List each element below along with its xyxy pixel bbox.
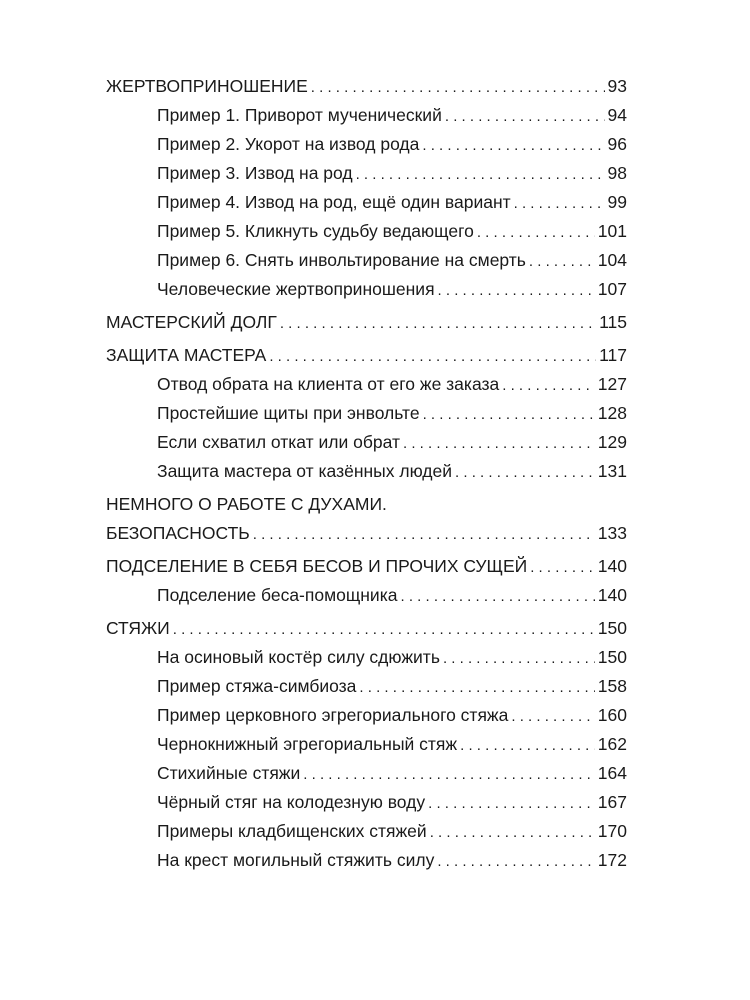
toc-entry[interactable] xyxy=(106,614,627,643)
toc-page-number: 93 xyxy=(607,76,627,96)
toc-entry-title: Пример 3. Извод на род xyxy=(157,163,353,183)
toc-page-number: 150 xyxy=(597,647,627,667)
toc-entry[interactable] xyxy=(106,275,627,304)
toc-page-number: 140 xyxy=(597,556,627,576)
toc-entry-title: Пример церковного эгрегориального стяжа xyxy=(157,705,509,725)
toc-leader-dots xyxy=(280,309,596,338)
toc-entry[interactable] xyxy=(106,457,627,486)
toc-entry[interactable] xyxy=(106,730,627,759)
toc-entry[interactable] xyxy=(106,701,627,730)
toc-leader-dots xyxy=(445,102,605,131)
toc-entry[interactable] xyxy=(106,72,627,101)
toc-page-number: 101 xyxy=(597,221,627,241)
toc-page-number: 94 xyxy=(607,105,627,125)
toc-leader-dots xyxy=(428,789,595,818)
toc-page-number: 99 xyxy=(607,192,627,212)
toc-entry-title: Пример стяжа-симбиоза xyxy=(157,676,357,696)
toc-entry-title: ЖЕРТВОПРИНОШЕНИЕ xyxy=(106,76,308,96)
toc-leader-dots xyxy=(455,458,595,487)
toc-page-number: 140 xyxy=(597,585,627,605)
toc-entry[interactable] xyxy=(106,552,627,581)
toc-entry-title: БЕЗОПАСНОСТЬ xyxy=(106,523,250,543)
toc-entry[interactable] xyxy=(106,341,627,370)
toc-leader-dots xyxy=(253,520,595,549)
toc-leader-dots xyxy=(437,847,594,876)
toc-entry[interactable] xyxy=(106,490,627,548)
toc-entry[interactable] xyxy=(106,130,627,159)
toc-entry[interactable] xyxy=(106,846,627,875)
toc-leader-dots xyxy=(403,429,595,458)
toc-page-number: 133 xyxy=(597,523,627,543)
toc-entry[interactable] xyxy=(106,217,627,246)
toc-leader-dots xyxy=(511,702,594,731)
toc-entry-title: Подселение беса-помощника xyxy=(157,585,398,605)
toc-entry-title: На осиновый костёр силу сдюжить xyxy=(157,647,440,667)
toc-entry-title: Защита мастера от казённых людей xyxy=(157,461,453,481)
toc-entry-title: Пример 2. Укорот на извод рода xyxy=(157,134,420,154)
toc-entry[interactable] xyxy=(106,759,627,788)
toc-entry-title: Стихийные стяжи xyxy=(157,763,301,783)
toc-leader-dots xyxy=(356,160,605,189)
toc-page-number: 127 xyxy=(597,374,627,394)
toc-page-number: 131 xyxy=(597,461,627,481)
toc-entry-title: Человеческие жертвоприношения xyxy=(157,279,435,299)
toc-leader-dots xyxy=(422,131,604,160)
toc-entry-title: Пример 5. Кликнуть судьбу ведающего xyxy=(157,221,474,241)
toc-leader-dots xyxy=(423,400,595,429)
toc-entry-title: Пример 4. Извод на род, ещё один вариант xyxy=(157,192,511,212)
toc-leader-dots xyxy=(173,615,595,644)
toc-leader-dots xyxy=(514,189,605,218)
toc-page-number: 107 xyxy=(597,279,627,299)
toc-entry[interactable] xyxy=(106,101,627,130)
toc-leader-dots xyxy=(359,673,594,702)
toc-leader-dots xyxy=(530,553,595,582)
toc-page-number: 96 xyxy=(607,134,627,154)
toc-entry-title: ПОДСЕЛЕНИЕ В СЕБЯ БЕСОВ И ПРОЧИХ СУЩЕЙ xyxy=(106,556,528,576)
toc-leader-dots xyxy=(529,247,595,276)
toc-page-number: 115 xyxy=(599,312,627,332)
toc-entry-title: Отвод обрата на клиента от его же заказа xyxy=(157,374,500,394)
toc-entry[interactable] xyxy=(106,672,627,701)
toc-entry[interactable] xyxy=(106,643,627,672)
toc-page-number: 167 xyxy=(597,792,627,812)
toc-leader-dots xyxy=(438,276,595,305)
toc-page-number: 170 xyxy=(597,821,627,841)
toc-entry[interactable] xyxy=(106,428,627,457)
toc-entry-title: Пример 6. Снять инвольтирование на смерть xyxy=(157,250,526,270)
toc-page-number: 104 xyxy=(597,250,627,270)
toc-leader-dots xyxy=(430,818,595,847)
toc-page-number: 150 xyxy=(597,618,627,638)
toc-entry-title: Простейшие щиты при энвольте xyxy=(157,403,420,423)
toc-entry[interactable] xyxy=(106,188,627,217)
table-of-contents xyxy=(106,72,627,875)
toc-entry-title: Чёрный стяг на колодезную воду xyxy=(157,792,426,812)
toc-entry-title: Примеры кладбищенских стяжей xyxy=(157,821,427,841)
toc-page-number: 164 xyxy=(597,763,627,783)
toc-leader-dots xyxy=(303,760,595,789)
toc-entry-title: Если схватил откат или обрат xyxy=(157,432,400,452)
toc-leader-dots xyxy=(400,582,594,611)
toc-entry[interactable] xyxy=(106,399,627,428)
toc-leader-dots xyxy=(502,371,595,400)
toc-page-number: 162 xyxy=(597,734,627,754)
toc-leader-dots xyxy=(477,218,595,247)
toc-page-number: 98 xyxy=(607,163,627,183)
toc-leader-dots xyxy=(460,731,595,760)
toc-entry[interactable] xyxy=(106,788,627,817)
toc-leader-dots xyxy=(311,73,605,102)
toc-entry[interactable] xyxy=(106,308,627,337)
toc-entry-title-line1: НЕМНОГО О РАБОТЕ С ДУХАМИ. xyxy=(106,494,387,514)
toc-entry[interactable] xyxy=(106,370,627,399)
toc-page-number: 172 xyxy=(597,850,627,870)
toc-page-number: 117 xyxy=(599,345,627,365)
toc-entry-title: МАСТЕРСКИЙ ДОЛГ xyxy=(106,312,277,332)
toc-entry[interactable] xyxy=(106,817,627,846)
toc-page-number: 160 xyxy=(597,705,627,725)
toc-leader-dots xyxy=(443,644,595,673)
toc-entry[interactable] xyxy=(106,581,627,610)
toc-entry-title: На крест могильный стяжить силу xyxy=(157,850,435,870)
toc-entry-last-line xyxy=(106,519,627,548)
toc-entry[interactable] xyxy=(106,159,627,188)
toc-entry-title: ЗАЩИТА МАСТЕРА xyxy=(106,345,267,365)
toc-entry-title: Пример 1. Приворот мученический xyxy=(157,105,442,125)
toc-leader-dots xyxy=(269,342,596,371)
toc-entry[interactable] xyxy=(106,246,627,275)
toc-page-number: 158 xyxy=(597,676,627,696)
toc-page-number: 128 xyxy=(597,403,627,423)
toc-page-number: 129 xyxy=(597,432,627,452)
toc-entry-title: Чернокнижный эгрегориальный стяж xyxy=(157,734,458,754)
toc-entry-title: СТЯЖИ xyxy=(106,618,170,638)
